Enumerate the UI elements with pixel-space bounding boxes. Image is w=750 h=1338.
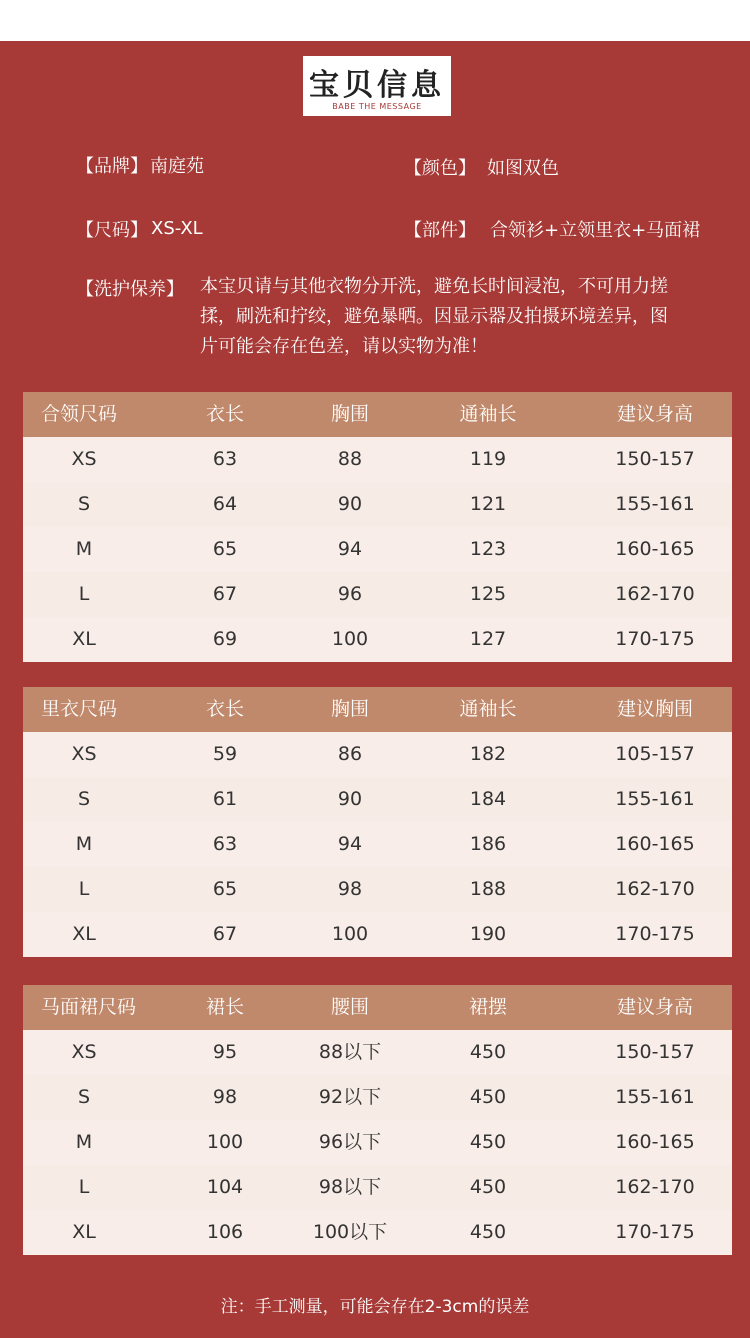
table-cell: 125	[469, 583, 507, 605]
table-header-cell: 裙摆	[468, 996, 508, 1018]
table-cell: 98	[212, 1086, 238, 1108]
parts-value: 合领衫+立领里衣+马面裙	[490, 220, 701, 241]
table-cell: M	[75, 1131, 93, 1153]
table-row	[23, 572, 732, 617]
table-row	[23, 867, 732, 912]
table-cell: S	[77, 1086, 91, 1108]
table-cell: 155-161	[615, 788, 695, 810]
table-cell: 94	[337, 833, 363, 855]
table-cell: XL	[72, 1221, 96, 1243]
table-cell: 160-165	[615, 1131, 695, 1153]
table-cell: 64	[212, 493, 238, 515]
table-header-cell: 建议身高	[616, 996, 694, 1018]
table-header-row	[23, 392, 732, 437]
table-cell: XS	[71, 743, 97, 765]
size-table-2	[23, 687, 732, 955]
table-cell: 86	[337, 743, 363, 765]
table-cell: 160-165	[615, 538, 695, 560]
table-cell: 150-157	[615, 1041, 695, 1063]
table-row	[23, 617, 732, 662]
parts-label: 【部件】	[404, 220, 476, 241]
table-cell: 450	[469, 1041, 507, 1063]
table-cell: M	[75, 538, 93, 560]
table-cell: 123	[469, 538, 507, 560]
table-cell: 96以下	[318, 1131, 382, 1153]
brand-label: 【品牌】	[76, 156, 148, 177]
table-cell: L	[78, 583, 90, 605]
table-cell: 100	[206, 1131, 244, 1153]
table-row	[23, 732, 732, 777]
page-title: 宝贝信息	[309, 68, 445, 103]
table-cell: 95	[212, 1041, 238, 1063]
table-row	[23, 482, 732, 527]
table-cell: 90	[337, 788, 363, 810]
table-row	[23, 527, 732, 572]
table-cell: 450	[469, 1221, 507, 1243]
table-row	[23, 1210, 732, 1255]
table-header-row	[23, 687, 732, 732]
table-cell: 100以下	[312, 1221, 388, 1243]
table-cell: 90	[337, 493, 363, 515]
table-cell: 88以下	[318, 1041, 382, 1063]
table-row	[23, 912, 732, 957]
table-cell: 59	[212, 743, 238, 765]
table-cell: 65	[212, 878, 238, 900]
table-cell: 100	[331, 628, 369, 650]
table-cell: 450	[469, 1131, 507, 1153]
table-row	[23, 1120, 732, 1165]
table-cell: 188	[469, 878, 507, 900]
table-cell: XS	[71, 1041, 97, 1063]
table-cell: 162-170	[615, 878, 695, 900]
table-cell: 94	[337, 538, 363, 560]
table-row	[23, 777, 732, 822]
table-cell: 88	[337, 448, 363, 470]
table-cell: 98	[337, 878, 363, 900]
table-header-cell: 通袖长	[459, 698, 517, 720]
table-cell: XL	[72, 923, 96, 945]
table-row	[23, 1075, 732, 1120]
table-row	[23, 1165, 732, 1210]
measurement-note: 注：手工测量，可能会存在2-3cm的误差	[220, 1297, 530, 1317]
table-row	[23, 437, 732, 482]
table-cell: 61	[212, 788, 238, 810]
table-cell: 170-175	[615, 923, 695, 945]
table-cell: L	[78, 878, 90, 900]
table-cell: 150-157	[615, 448, 695, 470]
color-label: 【颜色】	[404, 158, 476, 179]
table-header-cell: 建议身高	[616, 403, 694, 425]
size-label: 【尺码】	[76, 220, 148, 241]
table-cell: 182	[469, 743, 507, 765]
page-subtitle: BABE THE MESSAGE	[332, 102, 422, 111]
table-cell: M	[75, 833, 93, 855]
size-table-1	[23, 392, 732, 660]
table-cell: 92以下	[318, 1086, 382, 1108]
table-header-cell: 裙长	[205, 996, 245, 1018]
table-cell: 170-175	[615, 1221, 695, 1243]
brand-value: 南庭苑	[150, 156, 204, 177]
size-value: XS-XL	[151, 218, 203, 239]
table-cell: 105-157	[615, 743, 695, 765]
table-cell: 450	[469, 1176, 507, 1198]
table-header-cell: 衣长	[205, 698, 245, 720]
table-cell: XL	[72, 628, 96, 650]
table-cell: 65	[212, 538, 238, 560]
table-cell: 160-165	[615, 833, 695, 855]
table-header-row	[23, 985, 732, 1030]
title-underline	[303, 116, 451, 118]
table-header-cell: 胸围	[330, 698, 370, 720]
table-cell: 184	[469, 788, 507, 810]
table-cell: 155-161	[615, 493, 695, 515]
table-cell: 104	[206, 1176, 244, 1198]
table-cell: 450	[469, 1086, 507, 1108]
table-cell: XS	[71, 448, 97, 470]
table-cell: L	[78, 1176, 90, 1198]
table-cell: 106	[206, 1221, 244, 1243]
table-row	[23, 822, 732, 867]
table-cell: 69	[212, 628, 238, 650]
table-header-cell: 里衣尺码	[41, 698, 118, 720]
table-cell: 190	[469, 923, 507, 945]
care-text: 本宝贝请与其他衣物分开洗，避免长时间浸泡，不可用力搓揉，刷洗和拧绞，避免暴晒。因显示器及拍摄环境差异，图片可能会存在色差，请以实物为准！	[200, 276, 668, 357]
table-cell: 162-170	[615, 583, 695, 605]
color-value: 如图双色	[487, 158, 559, 179]
table-cell: 63	[212, 833, 238, 855]
table-header-cell: 通袖长	[459, 403, 517, 425]
table-cell: 119	[469, 448, 507, 470]
size-table-3	[23, 985, 732, 1253]
table-cell: 186	[469, 833, 507, 855]
table-header-cell: 合领尺码	[41, 403, 118, 425]
table-cell: 67	[212, 923, 238, 945]
title-banner	[303, 56, 451, 118]
table-cell: S	[77, 788, 91, 810]
table-cell: S	[77, 493, 91, 515]
table-header-cell: 建议胸围	[616, 698, 694, 720]
table-header-cell: 胸围	[330, 403, 370, 425]
table-cell: 170-175	[615, 628, 695, 650]
table-row	[23, 1030, 732, 1075]
table-cell: 162-170	[615, 1176, 695, 1198]
care-label: 【洗护保养】	[76, 279, 184, 300]
table-cell: 100	[331, 923, 369, 945]
table-cell: 67	[212, 583, 238, 605]
table-cell: 127	[469, 628, 507, 650]
table-header-cell: 腰围	[330, 996, 370, 1018]
table-cell: 63	[212, 448, 238, 470]
table-cell: 155-161	[615, 1086, 695, 1108]
table-cell: 98以下	[318, 1176, 382, 1198]
table-header-cell: 马面裙尺码	[41, 996, 137, 1018]
table-header-cell: 衣长	[205, 403, 245, 425]
table-cell: 121	[469, 493, 507, 515]
table-cell: 96	[337, 583, 363, 605]
